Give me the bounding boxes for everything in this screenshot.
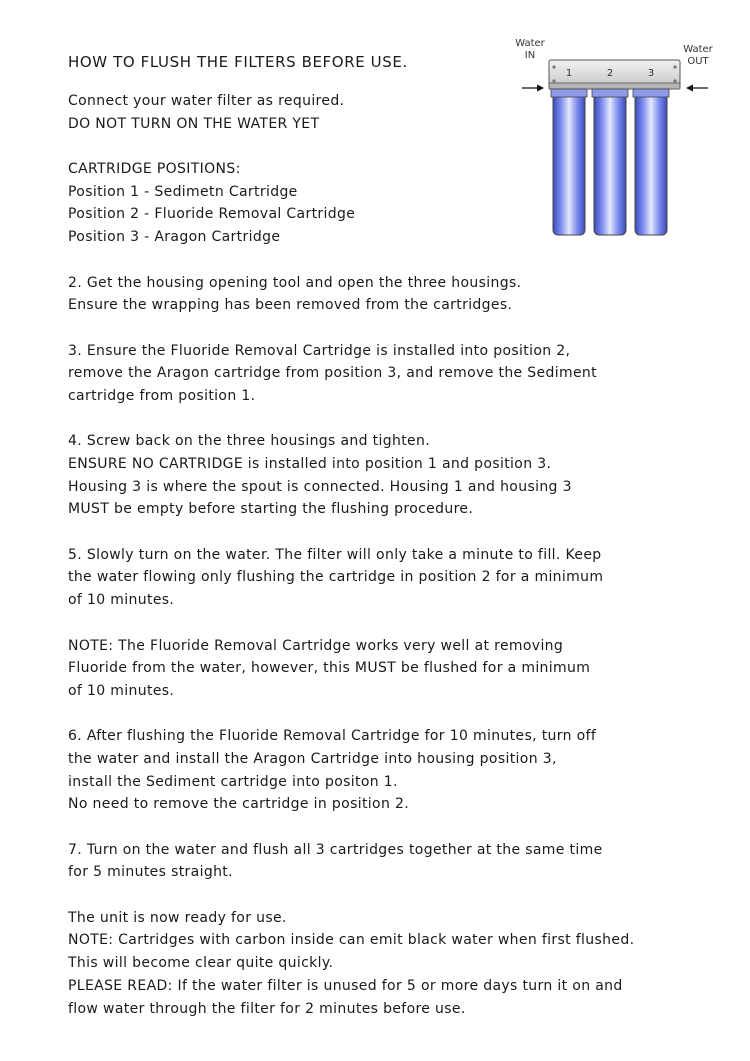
paragraph-gap: [68, 703, 708, 726]
water-out-arrow-icon: [686, 85, 708, 92]
paragraph-10-line-1: The unit is now ready for use.: [68, 909, 287, 926]
water-in-label-line2: IN: [524, 50, 536, 61]
paragraph-1-line-1: Connect your water filter as required.: [68, 93, 345, 109]
paragraph-5-line-4: MUST be empty before starting the flushing procedure.: [68, 501, 474, 518]
paragraph-7-line-3: of 10 minutes.: [68, 682, 175, 699]
housing-3: [633, 89, 669, 235]
paragraph-7-line-2: Fluoride from the water, however, this MUST be flushed for a minimum: [68, 660, 591, 677]
screw-icon: [552, 79, 555, 82]
paragraph-6-line-3: of 10 minutes.: [68, 592, 175, 609]
water-in-label-line1: Water: [515, 38, 545, 49]
paragraph-2-line-2: Position 1 - Sedimetn Cartridge: [68, 183, 298, 200]
position-number-1: 1: [565, 68, 573, 79]
paragraph-gap: [68, 816, 708, 839]
paragraph-8-line-2: the water and install the Aragon Cartridge into housing position 3,: [68, 750, 557, 767]
paragraph-2-line-4: Position 3 - Aragon Cartridge: [68, 229, 281, 246]
housing-1: [551, 89, 587, 235]
water-out-label-line2: OUT: [687, 56, 709, 67]
paragraph-5-line-2: ENSURE NO CARTRIDGE is installed into position 1 and position 3.: [68, 456, 552, 472]
paragraph-4-line-2: remove the Aragon cartridge from position 3, and remove the Sediment: [68, 365, 597, 382]
paragraph-8-line-1: 6. After flushing the Fluoride Removal Cartridge for 10 minutes, turn off: [68, 728, 597, 745]
paragraph-9-line-1: 7. Turn on the water and flush all 3 cartridges together at the same time: [68, 841, 603, 858]
head-rim: [549, 83, 680, 89]
paragraph-7-line-1: NOTE: The Fluoride Removal Cartridge works very well at removing: [68, 637, 564, 654]
paragraph-2-line-3: Position 2 - Fluoride Removal Cartridge: [68, 206, 356, 223]
water-out-label-line1: Water: [683, 44, 713, 55]
paragraph-6-line-1: 5. Slowly turn on the water. The filter will only take a minute to fill. Keep: [68, 546, 602, 563]
paragraph-8-line-3: install the Sediment cartridge into positon 1.: [68, 773, 398, 790]
position-number-3: 3: [647, 68, 655, 79]
paragraph-10-line-4: PLEASE READ: If the water filter is unused for 5 or more days turn it on and: [68, 977, 623, 994]
screw-icon: [552, 65, 555, 68]
paragraph-gap: [68, 317, 708, 340]
screw-icon: [673, 79, 676, 82]
water-out-label: [676, 44, 720, 68]
paragraph-10-line-2: NOTE: Cartridges with carbon inside can emit black water when first flushed.: [68, 932, 635, 949]
water-in-arrow-icon: [522, 85, 544, 92]
paragraph-1-line-2: DO NOT TURN ON THE WATER YET: [68, 115, 320, 132]
paragraph-4-line-1: 3. Ensure the Fluoride Removal Cartridge is installed into position 2,: [68, 342, 571, 359]
paragraph-3-line-2: Ensure the wrapping has been removed from the cartridges.: [68, 297, 513, 314]
paragraph-2-line-1: CARTRIDGE POSITIONS:: [68, 161, 241, 178]
paragraph-gap: [68, 884, 708, 907]
paragraph-5-line-1: 4. Screw back on the three housings and tighten.: [68, 433, 431, 450]
paragraph-gap: [68, 249, 708, 272]
paragraph-10-line-5: flow water through the filter for 2 minutes before use.: [68, 1000, 466, 1017]
paragraph-3-line-1: 2. Get the housing opening tool and open the three housings.: [68, 274, 522, 291]
water-in-label: [508, 38, 552, 62]
paragraph-gap: [68, 612, 708, 635]
paragraph-gap: [68, 521, 708, 544]
paragraph-10-line-3: This will become clear quite quickly.: [68, 955, 334, 972]
housing-2: [592, 89, 628, 235]
paragraph-5-line-3: Housing 3 is where the spout is connected. Housing 1 and housing 3: [68, 478, 572, 495]
paragraph-4-line-3: cartridge from position 1.: [68, 387, 256, 404]
paragraph-8-line-4: No need to remove the cartridge in position 2.: [68, 796, 410, 813]
document-title: HOW TO FLUSH THE FILTERS BEFORE USE.: [68, 53, 408, 71]
filter-diagram: [508, 36, 723, 246]
position-number-2: 2: [606, 68, 614, 79]
paragraph-gap: [68, 408, 708, 431]
paragraph-9-line-2: for 5 minutes straight.: [68, 864, 233, 881]
paragraph-6-line-2: the water flowing only flushing the cartridge in position 2 for a minimum: [68, 569, 604, 586]
